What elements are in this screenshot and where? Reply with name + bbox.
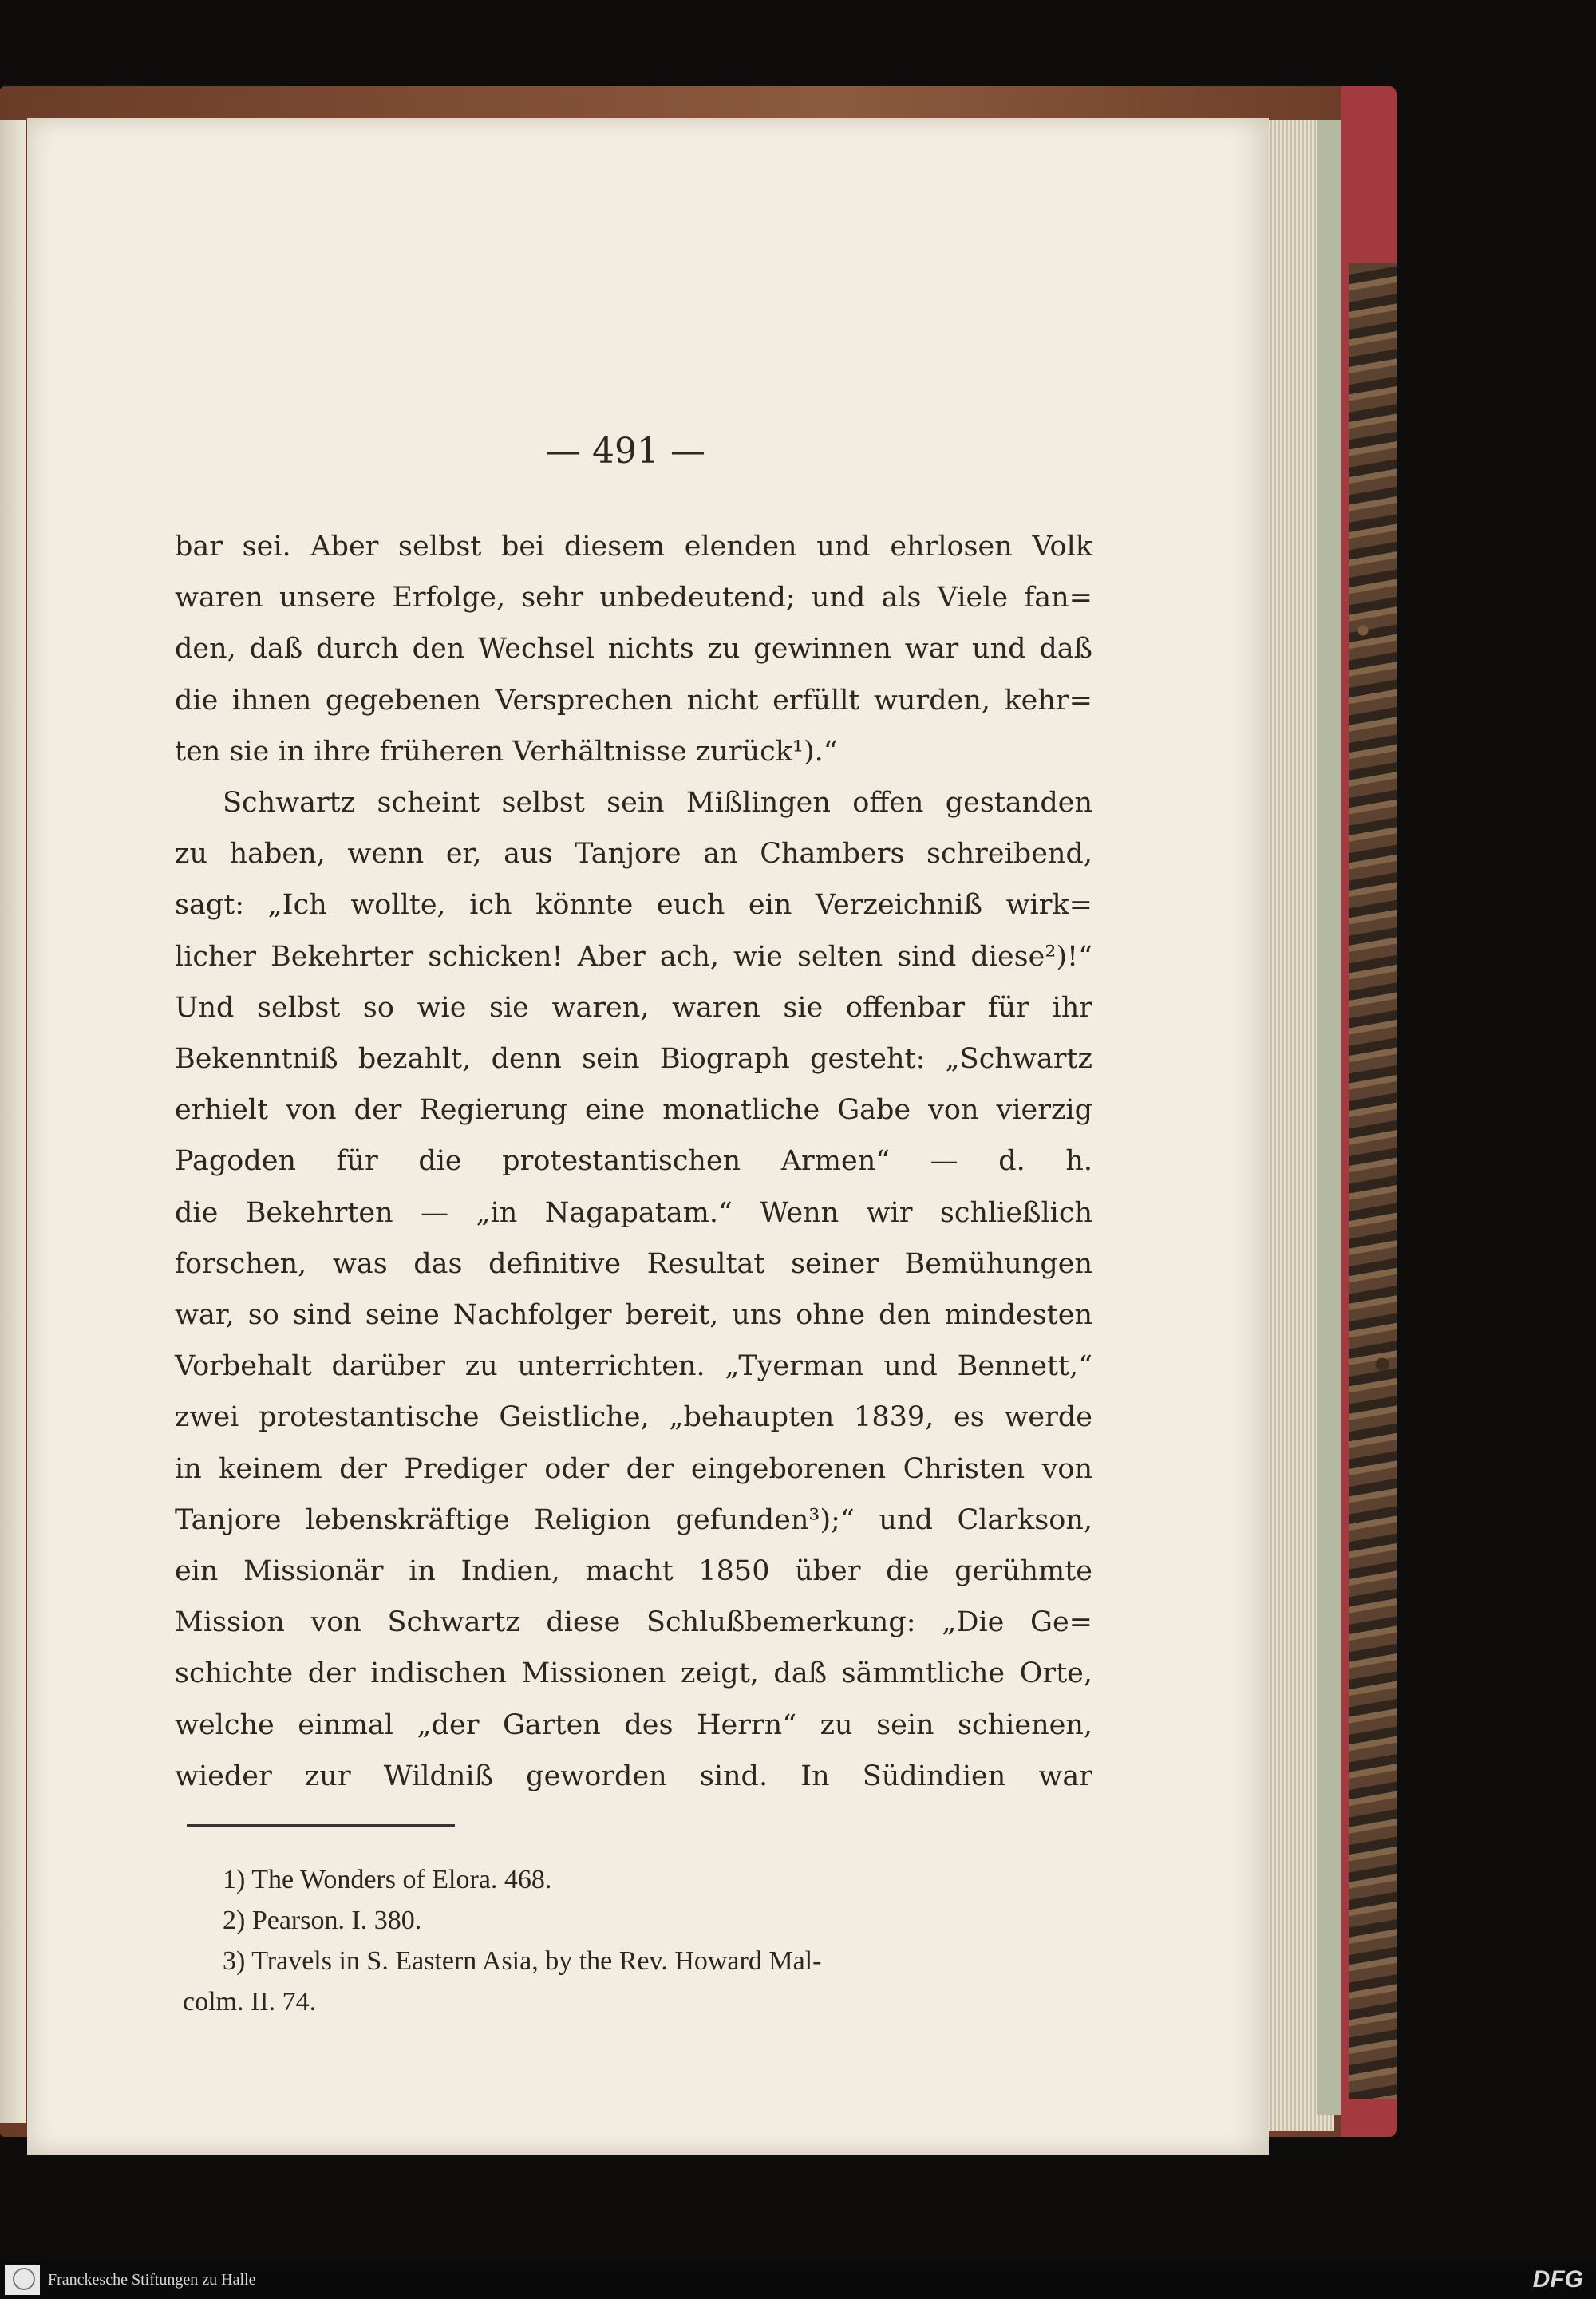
text-line: Schwartz scheint selbst sein Mißlingen offen gestanden — [223, 787, 1092, 820]
footnote: 2) Pearson. I. 380. — [223, 1906, 422, 1935]
text-line: erhielt von der Regierung eine monatliche Gabe von vierzig — [175, 1094, 1092, 1127]
text-line: bar sei. Aber selbst bei diesem elenden und ehrlosen Volk — [175, 531, 1092, 563]
text-line: den, daß durch den Wechsel nichts zu gewinnen war und daß — [175, 633, 1092, 666]
text-line: welche einmal „der Garten des Herrn“ zu sein schienen, — [175, 1708, 1092, 1741]
footnote-continuation: colm. II. 74. — [183, 1987, 317, 2017]
text-line: die ihnen gegebenen Versprechen nicht erfüllt wurden, kehr= — [175, 684, 1092, 717]
text-line: Bekenntniß bezahlt, denn sein Biograph gesteht: „Schwartz — [175, 1043, 1092, 1076]
footnote: 3) Travels in S. Eastern Asia, by the Rev. Howard Mal- — [223, 1946, 822, 1976]
text-line: ein Missionär in Indien, macht 1850 über die gerühmte — [175, 1555, 1092, 1588]
text-line: Pagoden für die protestantischen Armen“ — d. h. — [175, 1145, 1092, 1178]
text-line: forschen, was das definitive Resultat seiner Bemühungen — [175, 1247, 1092, 1280]
text-line: in keinem der Prediger oder der eingeborenen Christen von — [175, 1452, 1092, 1485]
text-line: Vorbehalt darüber zu unterrichten. „Tyerman und Bennett,“ — [175, 1350, 1092, 1383]
text-line: waren unsere Erfolge, sehr unbedeutend; und als Viele fan= — [175, 582, 1092, 614]
footnote-rule — [187, 1824, 455, 1827]
text-line: die Bekehrten — „in Nagapatam.“ Wenn wir schließlich — [175, 1196, 1092, 1229]
text-line: schichte der indischen Missionen zeigt, daß sämmtliche Orte, — [175, 1657, 1092, 1690]
text-line: zu haben, wenn er, aus Tanjore an Chambers schreibend, — [175, 838, 1092, 871]
dfg-logo: DFG — [1532, 2266, 1583, 2293]
text-line: Und selbst so wie sie waren, waren sie offenbar für ihr — [175, 991, 1092, 1024]
footnotes — [183, 1859, 1124, 2022]
institution-name: Franckesche Stiftungen zu Halle — [48, 2271, 256, 2289]
text-line: sagt: „Ich wollte, ich könnte euch ein Verzeichniß wirk= — [175, 889, 1092, 922]
body-text — [175, 521, 1092, 1802]
left-page-edge — [0, 120, 26, 2123]
book-page — [27, 118, 1269, 2155]
text-line: wieder zur Wildniß geworden sind. In Südindien war — [175, 1760, 1092, 1792]
endpaper-edge — [1317, 120, 1341, 2115]
page-number: — 491 — — [546, 431, 705, 472]
institution-emblem-icon — [13, 2268, 35, 2290]
marbled-board — [1349, 263, 1396, 2099]
text-line: zwei protestantische Geistliche, „behaupten 1839, es werde — [175, 1401, 1092, 1434]
text-line: ten sie in ihre früheren Verhältnisse zurück¹).“ — [175, 735, 838, 768]
text-line: Mission von Schwartz diese Schlußbemerkung: „Die Ge= — [175, 1606, 1092, 1639]
text-line: Tanjore lebenskräftige Religion gefunden³);“ und Clarkson, — [175, 1503, 1092, 1536]
text-line: licher Bekehrter schicken! Aber ach, wie selten sind diese²)!“ — [175, 940, 1092, 973]
text-line: war, so sind seine Nachfolger bereit, uns ohne den mindesten — [175, 1299, 1092, 1332]
footnote: 1) The Wonders of Elora. 468. — [223, 1865, 552, 1894]
